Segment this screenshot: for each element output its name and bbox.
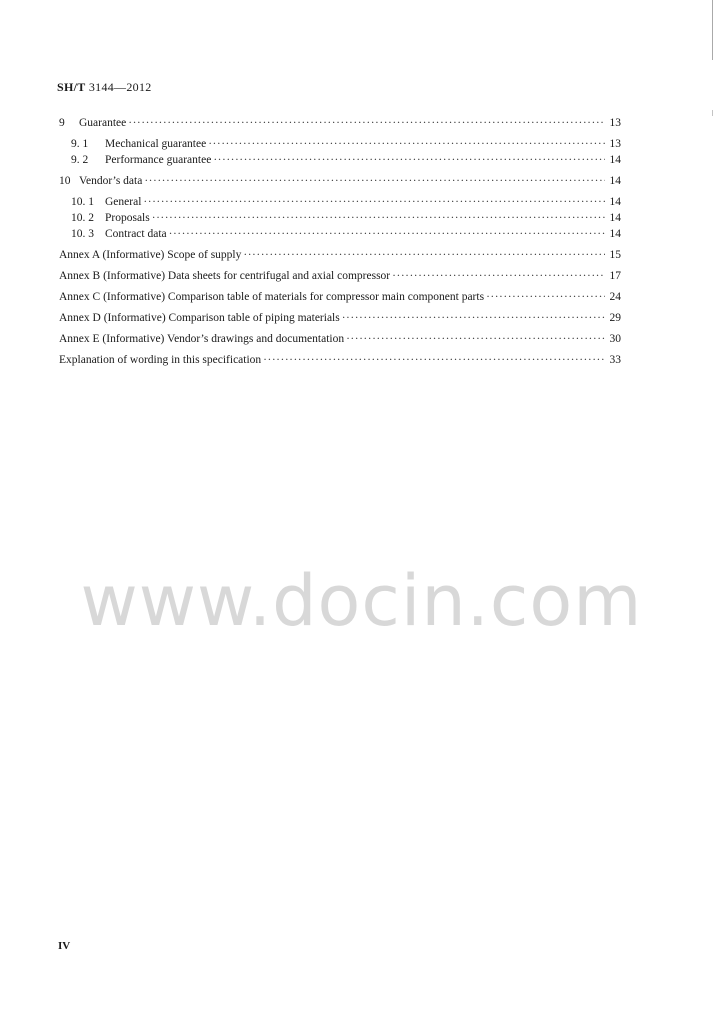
toc-entry[interactable] [59, 268, 621, 284]
toc-entry-page: 14 [609, 196, 621, 208]
toc-entry-title: Proposals [105, 212, 150, 224]
dot-leader [243, 247, 605, 263]
toc-entry-page: 29 [609, 312, 621, 324]
toc-entry-number: 9 [59, 117, 65, 129]
toc-entry[interactable] [59, 136, 621, 152]
toc-entry-title: Guarantee [79, 117, 127, 129]
dot-leader [143, 194, 605, 210]
toc-entry-page: 14 [609, 228, 621, 240]
toc-entry-number: 9. 2 [71, 154, 89, 166]
toc-entry-page: 14 [609, 175, 621, 187]
toc-entry[interactable] [59, 331, 621, 347]
toc-entry-title: General [105, 196, 142, 208]
toc-entry[interactable] [59, 226, 621, 242]
toc-entry-number: 10. 2 [71, 212, 94, 224]
watermark-text: www.docin.com [80, 560, 643, 642]
toc-entry-page: 13 [609, 117, 621, 129]
toc-entry[interactable] [59, 352, 621, 368]
toc-entry-page: 15 [609, 249, 621, 261]
dot-leader [392, 268, 605, 284]
toc-entry-number: 9. 1 [71, 138, 89, 150]
toc-entry-number: 10. 1 [71, 196, 94, 208]
toc-entry-page: 30 [609, 333, 621, 345]
dot-leader [486, 289, 605, 305]
toc-entry-title: Annex E (Informative) Vendor’s drawings and documentation [59, 333, 345, 345]
toc-entry-number: 10 [59, 175, 71, 187]
toc-entry-title: Explanation of wording in this specification [59, 354, 262, 366]
document-code [57, 80, 152, 95]
dot-leader [144, 173, 605, 189]
toc-entry-page: 14 [609, 154, 621, 166]
toc-entry-title: Performance guarantee [105, 154, 212, 166]
toc-entry[interactable] [59, 289, 621, 305]
toc-entry-page: 14 [609, 212, 621, 224]
toc-entry[interactable] [59, 115, 621, 131]
dot-leader [213, 152, 605, 168]
toc-entry[interactable] [59, 247, 621, 263]
toc-entry[interactable] [59, 152, 621, 168]
dot-leader [208, 136, 605, 152]
dot-leader [152, 210, 605, 226]
page-number: IV [58, 940, 71, 952]
toc-entry-title: Vendor’s data [79, 175, 143, 187]
table-of-contents [59, 115, 621, 368]
toc-entry-title: Annex D (Informative) Comparison table of piping materials [59, 312, 340, 324]
dot-leader [263, 352, 605, 368]
standard-prefix: SH/T [57, 80, 86, 94]
scan-edge-line [712, 0, 713, 1024]
toc-entry-page: 24 [609, 291, 621, 303]
toc-entry-number: 10. 3 [71, 228, 94, 240]
toc-entry-page: 13 [609, 138, 621, 150]
dot-leader [342, 310, 605, 326]
toc-entry[interactable] [59, 210, 621, 226]
toc-entry-title: Annex B (Informative) Data sheets for centrifugal and axial compressor [59, 270, 391, 282]
toc-entry[interactable] [59, 194, 621, 210]
standard-number: 3144—2012 [88, 80, 152, 94]
toc-entry-title: Mechanical guarantee [105, 138, 207, 150]
toc-entry-title: Contract data [105, 228, 167, 240]
dot-leader [346, 331, 605, 347]
dot-leader [169, 226, 605, 242]
toc-entry-page: 17 [609, 270, 621, 282]
toc-entry-title: Annex C (Informative) Comparison table of materials for compressor main component parts [59, 291, 485, 303]
dot-leader [128, 115, 605, 131]
toc-entry[interactable] [59, 173, 621, 189]
toc-entry-title: Annex A (Informative) Scope of supply [59, 249, 242, 261]
toc-entry-page: 33 [609, 354, 621, 366]
toc-entry[interactable] [59, 310, 621, 326]
